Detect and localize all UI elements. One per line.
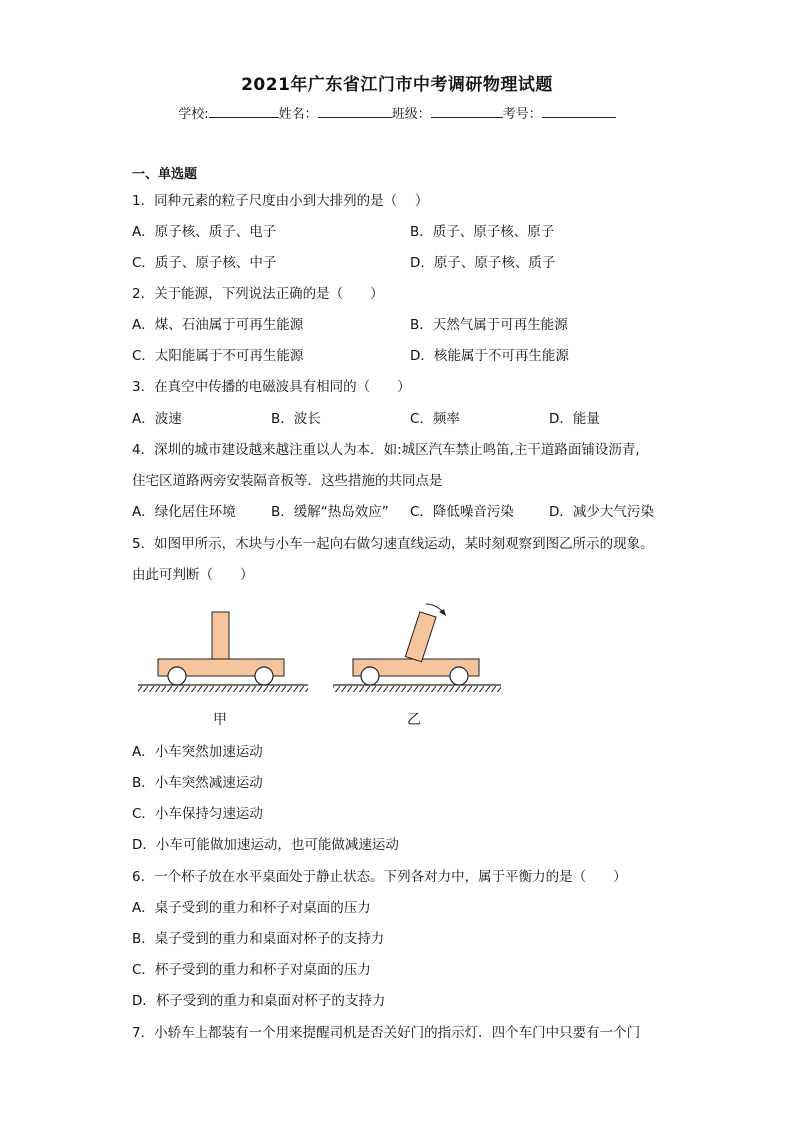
- name-label: 姓名：: [278, 107, 318, 122]
- student-info-row: [0, 103, 794, 122]
- q5-option-a: A．小车突然加速运动: [132, 744, 263, 760]
- q5-option-c: C．小车保持匀速运动: [132, 806, 263, 822]
- wheel-left-1: [168, 667, 186, 685]
- q2-option-d: D．核能属于不可再生能源: [410, 348, 569, 364]
- wheel-right-1: [361, 667, 379, 685]
- question-5-stem-line1: 5．如图甲所示，木块与小车一起向右做匀速直线运动，某时刻观察到图乙所示的现象。: [132, 536, 654, 552]
- q6-option-d: D．杯子受到的重力和桌面对杯子的支持力: [132, 993, 386, 1009]
- section-heading: 一、单选题: [132, 167, 198, 182]
- number-blank[interactable]: [542, 105, 616, 118]
- question-1-stem: 1．同种元素的粒子尺度由小到大排列的是（ ）: [132, 193, 429, 209]
- q2-option-c: C．太阳能属于不可再生能源: [132, 348, 304, 364]
- q1-option-b: B．质子、原子核、原子: [410, 224, 555, 240]
- cart-figure-svg: [130, 598, 510, 708]
- q3-option-d: D．能量: [549, 411, 600, 427]
- figure-caption-yi: 乙: [407, 712, 421, 728]
- question-7-stem: 7．小轿车上都装有一个用来提醒司机是否关好门的指示灯．四个车门中只要有一个门: [132, 1025, 641, 1041]
- q3-option-a: A．波速: [132, 411, 182, 427]
- arrow-head-icon: [439, 609, 446, 616]
- q2-option-b: B．天然气属于可再生能源: [410, 317, 568, 333]
- q5-option-b: B．小车突然减速运动: [132, 775, 263, 791]
- tilted-block: [405, 612, 436, 662]
- class-label: 班级：: [391, 107, 431, 122]
- ground-hatch-right: [333, 686, 501, 692]
- q1-option-c: C．质子、原子核、中子: [132, 255, 277, 271]
- question-4-stem-line1: 4．深圳的城市建设越来越注重以人为本．如:城区汽车禁止鸣笛,主干道路面铺设沥青,: [132, 442, 640, 458]
- q6-option-b: B．桌子受到的重力和桌面对杯子的支持力: [132, 931, 385, 947]
- q6-option-a: A．桌子受到的重力和杯子对桌面的压力: [132, 900, 371, 916]
- figure-jia: [138, 612, 308, 692]
- school-blank[interactable]: [209, 105, 279, 118]
- q3-option-b: B．波长: [271, 411, 321, 427]
- q4-option-d: D．减少大气污染: [549, 504, 654, 520]
- q4-option-a: A．绿化居住环境: [132, 504, 236, 520]
- cart-block-figure: [130, 598, 510, 712]
- figure-yi: [333, 604, 501, 692]
- q1-option-a: A．原子核、质子、电子: [132, 224, 277, 240]
- upright-block: [212, 612, 229, 659]
- school-label: 学校:: [178, 107, 209, 122]
- question-3-stem: 3．在真空中传播的电磁波具有相同的（ ）: [132, 379, 411, 395]
- question-6-stem: 6．一个杯子放在水平桌面处于静止状态。下列各对力中，属于平衡力的是（ ）: [132, 869, 627, 885]
- number-label: 考号：: [502, 107, 542, 122]
- class-blank[interactable]: [431, 105, 503, 118]
- q2-option-a: A．煤、石油属于可再生能源: [132, 317, 304, 333]
- q6-option-c: C．杯子受到的重力和杯子对桌面的压力: [132, 962, 371, 978]
- page-title: 2021年广东省江门市中考调研物理试题: [241, 75, 553, 95]
- question-4-stem-line2: 住宅区道路两旁安装隔音板等．这些措施的共同点是: [132, 473, 443, 489]
- wheel-right-2: [450, 667, 468, 685]
- q3-option-c: C．频率: [410, 411, 460, 427]
- ground-hatch-left: [138, 686, 308, 692]
- q4-option-c: C．降低噪音污染: [410, 504, 514, 520]
- q4-option-b: B．缓解“热岛效应”: [271, 504, 389, 520]
- q5-option-d: D．小车可能做加速运动，也可能做减速运动: [132, 837, 399, 853]
- figure-caption-jia: 甲: [213, 712, 227, 728]
- question-2-stem: 2．关于能源，下列说法正确的是（ ）: [132, 286, 384, 302]
- wheel-left-2: [255, 667, 273, 685]
- q1-option-d: D．原子、原子核、质子: [410, 255, 556, 271]
- name-blank[interactable]: [318, 105, 392, 118]
- question-5-stem-line2: 由此可判断（ ）: [132, 567, 254, 583]
